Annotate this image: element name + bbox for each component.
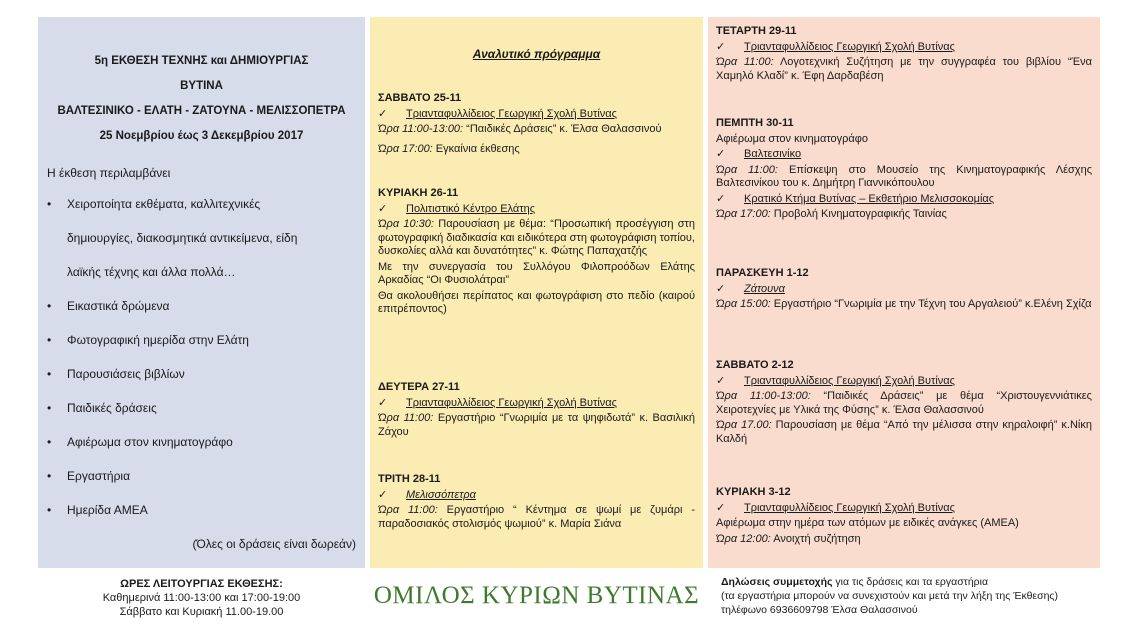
day-block — [378, 473, 695, 533]
exhibition-location: ΒΥΤΙΝΑ — [180, 80, 223, 92]
free-note: (Όλες οι δράσεις είναι δωρεάν) — [192, 537, 356, 551]
day-block — [378, 381, 695, 441]
event-text: “Παιδικές Δράσεις” με θέμα “Χριστουγεννιάτικες Χειροτεχνίες με Υλικά της Φύσης” κ. Έλσα Θαλασσινού — [716, 390, 1092, 416]
event — [378, 261, 695, 288]
opening-hours-weekend: Σάββατο και Κυριακή 11.00-19.00 — [119, 606, 284, 618]
event-time: Ώρα 17:00: — [378, 142, 433, 155]
list-item: • Χειροποίητα εκθέματα, καλλιτεχνικές — [47, 197, 261, 211]
event-text: Ανοιχτή συζήτηση — [770, 532, 861, 545]
schedule-panel-1 — [370, 17, 703, 568]
event-text: Θα ακολουθήσει περίπατος και φωτογράφιση στο πεδίο (καιρού επιτρέποντος) — [378, 289, 695, 315]
list-item: • Αφιέρωμα στον κινηματογράφο — [47, 435, 233, 449]
event — [716, 390, 1092, 417]
venue-name: Τριανταφυλλίδειος Γεωργική Σχολή Βυτίνας — [744, 40, 955, 53]
opening-hours-title: ΩΡΕΣ ΛΕΙΤΟΥΡΓΙΑΣ ΕΚΘΕΣΗΣ: — [120, 578, 283, 590]
day-heading: ΚΥΡΙΑΚΗ 3-12 — [716, 486, 791, 498]
contact-phone: τηλέφωνο 6936609798 Έλσα Θαλασσινού — [721, 604, 918, 616]
check-icon: ✓ — [716, 192, 726, 205]
venue — [716, 41, 1092, 55]
list-item-continuation: λαϊκής τέχνης και άλλα πολλά… — [67, 265, 236, 279]
event — [716, 298, 1092, 312]
venue-name: Κρατικό Κτήμα Βυτίνας – Εκθετήριο Μελισσοκομίας — [744, 192, 995, 205]
check-icon: ✓ — [378, 488, 388, 501]
list-item: • Εικαστικά δρώμενα — [47, 299, 170, 313]
event — [378, 412, 695, 439]
event-time: Ώρα 11:00: — [378, 504, 438, 516]
bullet-icon: • — [47, 435, 52, 449]
day-heading: ΠΕΜΠΤΗ 30-11 — [716, 117, 794, 129]
event-time: Ώρα 11:00-13:00: — [378, 123, 464, 135]
venue — [378, 108, 695, 122]
day-heading: ΠΑΡΑΣΚΕΥΗ 1-12 — [716, 267, 809, 279]
day-block — [378, 92, 695, 158]
event-time: Ώρα 12:00: — [716, 532, 771, 545]
event — [378, 290, 695, 317]
day-heading: ΤΡΙΤΗ 28-11 — [378, 473, 441, 485]
event-time: Ώρα 10:30: — [378, 218, 434, 230]
event — [378, 218, 695, 259]
event-time: Ώρα 11:00-13:00: — [716, 390, 811, 402]
event-time: Ώρα 11:00: — [378, 412, 434, 424]
check-icon: ✓ — [378, 396, 388, 409]
day-heading: ΔΕΥΤΕΡΑ 27-11 — [378, 381, 460, 393]
bullet-icon: • — [47, 333, 52, 347]
event-time: Ώρα 15:00: — [716, 298, 771, 310]
event — [716, 419, 1092, 446]
exhibition-villages: ΒΑΛΤΕΣΙΝΙΚΟ - ΕΛΑΤΗ - ΖΑΤΟΥΝΑ - ΜΕΛΙΣΣΟΠΕΤΡΑ — [57, 105, 346, 117]
check-icon: ✓ — [716, 282, 726, 295]
check-icon: ✓ — [378, 107, 388, 120]
venue-name: Ζάτουνα — [744, 282, 785, 295]
venue — [716, 283, 1092, 297]
list-item: • Παιδικές δράσεις — [47, 401, 157, 415]
event-text: Παρουσίαση με θέμα “Από την μέλισσα στην κηραλοιφή” κ.Νίκη Καλδή — [716, 419, 1092, 445]
event-text: Αφιέρωμα στην ημέρα των ατόμων με ειδικές ανάγκες (ΑΜΕΑ) — [716, 517, 1019, 529]
day-heading: ΣΑΒΒΑΤΟ 2-12 — [716, 359, 794, 371]
event-text: Προβολή Κινηματογραφικής Ταινίας — [770, 208, 947, 220]
bullet-icon: • — [47, 197, 52, 211]
day-block — [716, 267, 1092, 314]
event — [378, 123, 695, 137]
event — [716, 164, 1092, 191]
venue-name: Πολιτιστικό Κέντρο Ελάτης — [406, 202, 536, 215]
venue — [716, 502, 1092, 516]
check-icon: ✓ — [716, 40, 726, 53]
venue-name: Τριανταφυλλίδειος Γεωργική Σχολή Βυτίνας — [744, 374, 955, 387]
exhibition-dates: 25 Νοεμβρίου έως 3 Δεκεμβρίου 2017 — [99, 130, 304, 142]
event-text: Λογοτεχνική Συζήτηση με την συγγραφέα του βιβλίου “Ένα Χαμηλό Κλαδί” κ. Έφη Δαρδαβέση — [716, 56, 1093, 82]
day-block — [716, 25, 1092, 85]
event-text: Εργαστήριο “Γνωριμία με την Τέχνη του Αργαλειού” κ.Ελένη Σχίζα — [770, 298, 1092, 310]
bullet-icon: • — [47, 367, 52, 381]
event — [378, 504, 695, 531]
list-item-continuation: δημιουργίες, διακοσμητικά αντικείμενα, είδη — [67, 231, 298, 245]
day-heading: ΣΑΒΒΑΤΟ 25-11 — [378, 92, 462, 104]
event-time: Ώρα 11:00: — [716, 56, 774, 68]
exhibition-title: 5η ΕΚΘΕΣΗ ΤΕΧΝΗΣ και ΔΗΜΙΟΥΡΓΙΑΣ — [94, 55, 309, 67]
venue-name: Βαλτεσινίκο — [744, 148, 802, 160]
event-text: Επίσκεψη στο Μουσείο της Κινηματογραφικής Λέσχης Βαλτεσινίκου του κ. Δημήτρη Γιαννικόπουλου — [716, 163, 1092, 189]
venue — [716, 148, 1092, 162]
bullet-icon: • — [47, 299, 52, 313]
day-block — [716, 117, 1092, 224]
contact-text: για τις δράσεις και τα εργαστήρια — [832, 576, 989, 588]
event — [716, 56, 1092, 83]
venue-name: Τριανταφυλλίδειος Γεωργική Σχολή Βυτίνας — [406, 107, 617, 120]
venue-name: Τριανταφυλλίδειος Γεωργική Σχολή Βυτίνας — [406, 396, 617, 409]
list-item: • Παρουσιάσεις βιβλίων — [47, 367, 185, 381]
day-heading: ΚΥΡΙΑΚΗ 26-11 — [378, 187, 459, 199]
event-text: Εγκαίνια έκθεσης — [432, 142, 520, 155]
contact-info — [721, 575, 1058, 617]
day-theme: Αφιέρωμα στον κινηματογράφο — [716, 132, 869, 145]
venue — [716, 375, 1092, 389]
list-item: • Ημερίδα ΑΜΕΑ — [47, 503, 148, 517]
bullet-icon: • — [47, 503, 52, 517]
check-icon: ✓ — [716, 501, 726, 514]
contact-heading: Δηλώσεις συμμετοχής — [721, 576, 833, 588]
venue — [378, 489, 695, 503]
event-time: Ώρα 11:00: — [716, 163, 778, 176]
venue — [378, 397, 695, 411]
contact-note: (τα εργαστήρια μπορούν να συνεχιστούν και μετά την λήξη της Έκθεσης) — [721, 590, 1058, 602]
venue — [378, 203, 695, 217]
day-block — [378, 187, 695, 319]
event — [716, 533, 1092, 547]
schedule-title: Αναλυτικό πρόγραμμα — [472, 47, 601, 61]
opening-hours — [38, 577, 365, 619]
event-text: Εργαστήριο “ Κέντημα σε ψωμί με ζυμάρι - παραδοσιακός στολισμός ψωμιού” κ. Μαρία Σιάνα — [378, 504, 695, 530]
event-text: Με την συνεργασία του Συλλόγου Φιλοπροόδων Ελάτης Αρκαδίας “Οι Φυσιολάτραι” — [378, 260, 695, 286]
venue — [716, 193, 1092, 207]
venue-name: Μελισσόπετρα — [406, 488, 476, 501]
day-block — [716, 486, 1092, 548]
intro-text: Η έκθεση περιλαμβάνει — [47, 166, 171, 180]
event — [378, 143, 695, 157]
event-text: Παρουσίαση με θέμα: “Προσωπική προσέγγιση στη φωτογραφική διαδικασία και ειδικότερα στη φωτογράφιση τοπίου, δυσκολίες αλλά και δυνατότητες” κ. Φώτης Παπαχατζής — [378, 218, 695, 257]
bullet-icon: • — [47, 401, 52, 415]
overview-panel — [38, 17, 365, 568]
day-heading: ΤΕΤΑΡΤΗ 29-11 — [716, 25, 797, 37]
opening-hours-weekdays: Καθημερινά 11:00-13:00 και 17:00-19:00 — [102, 592, 301, 604]
event-text: “Παιδικές Δράσεις” κ. Έλσα Θαλασσινού — [463, 123, 662, 135]
check-icon: ✓ — [716, 374, 726, 387]
event-text: Εργαστήριο “Γνωριμία με τα ψηφιδωτά” κ. Βασιλική Ζάχου — [378, 412, 695, 438]
check-icon: ✓ — [378, 202, 388, 215]
day-block — [716, 359, 1092, 448]
schedule-panel-2 — [708, 17, 1100, 568]
event-time: Ώρα 17:00: — [716, 208, 771, 220]
organization-name: ΟΜΙΛΟΣ ΚΥΡΙΩΝ ΒΥΤΙΝΑΣ — [373, 582, 700, 609]
list-item: • Εργαστήρια — [47, 469, 131, 483]
event — [716, 517, 1092, 531]
event-time: Ώρα 17.00: — [716, 419, 772, 431]
venue-name: Τριανταφυλλίδειος Γεωργική Σχολή Βυτίνας — [744, 501, 955, 514]
check-icon: ✓ — [716, 148, 726, 160]
list-item: • Φωτογραφική ημερίδα στην Ελάτη — [47, 333, 249, 347]
event — [716, 208, 1092, 222]
bullet-icon: • — [47, 469, 52, 483]
